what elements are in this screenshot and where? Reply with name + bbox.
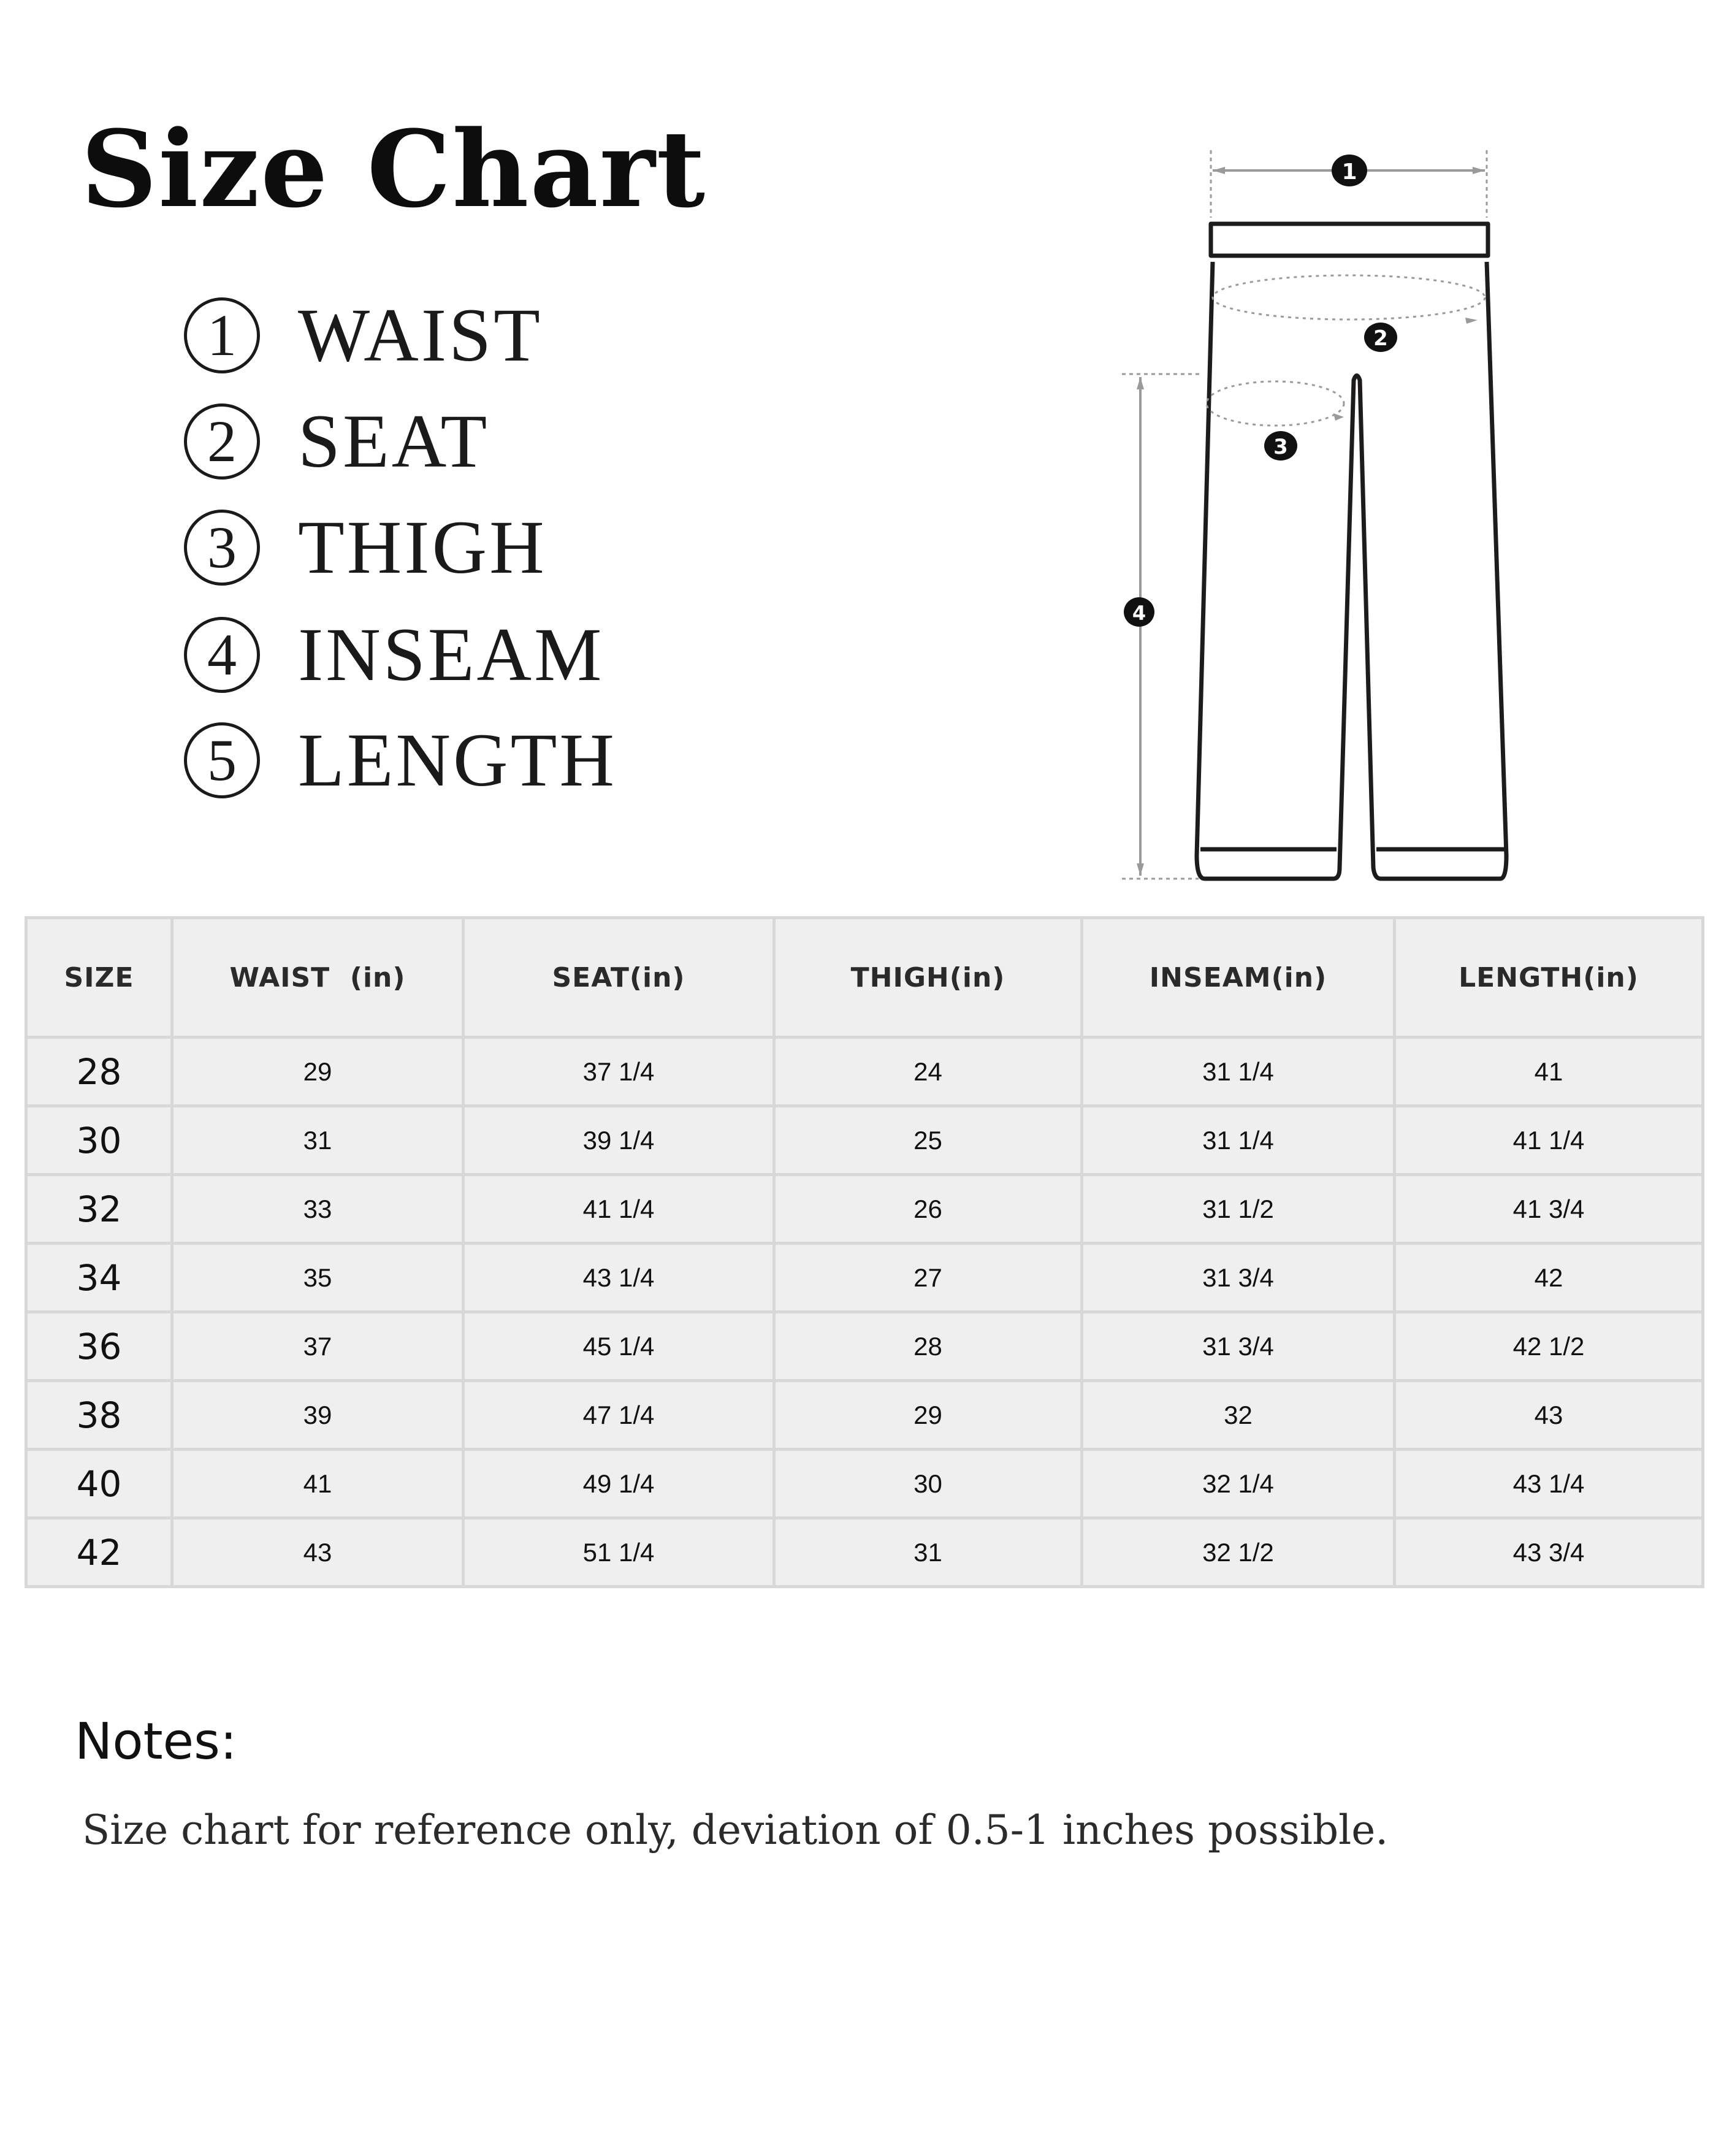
column-header-seat: SEAT(in): [463, 918, 774, 1038]
legend-label: WAIST: [298, 293, 543, 377]
marker-1-icon: [1332, 155, 1367, 186]
waist-cell: 37: [172, 1312, 463, 1381]
column-header-inseam: INSEAM(in): [1082, 918, 1395, 1038]
legend-item-inseam: [184, 615, 604, 695]
waist-cell: 35: [172, 1244, 463, 1312]
page-title: Size Chart: [81, 107, 707, 231]
inseam-cell: 31 3/4: [1082, 1244, 1395, 1312]
inseam-cell: 32 1/4: [1082, 1450, 1395, 1518]
marker-2-icon: [1364, 323, 1397, 352]
seat-cell: 41 1/4: [463, 1175, 774, 1244]
seat-cell: 39 1/4: [463, 1106, 774, 1175]
table-row: [26, 1175, 1703, 1244]
legend-item-length: [184, 718, 617, 802]
column-header-waist: WAIST (in): [172, 918, 463, 1038]
svg-text:3: 3: [1273, 435, 1288, 459]
thigh-measure: [1207, 381, 1344, 426]
seat-cell: 51 1/4: [463, 1518, 774, 1587]
thigh-cell: 27: [774, 1244, 1082, 1312]
circled-number-1-icon: 1: [184, 297, 260, 373]
size-cell: 28: [26, 1038, 172, 1106]
table-row: [26, 1106, 1703, 1175]
marker-4-icon: [1124, 597, 1154, 627]
size-cell: 42: [26, 1518, 172, 1587]
pants-diagram: [1091, 123, 1520, 895]
size-cell: 40: [26, 1450, 172, 1518]
size-cell: 34: [26, 1244, 172, 1312]
waist-cell: 41: [172, 1450, 463, 1518]
size-cell: 30: [26, 1106, 172, 1175]
legend-label: LENGTH: [298, 718, 617, 802]
size-cell: 32: [26, 1175, 172, 1244]
column-header-length: LENGTH(in): [1395, 918, 1703, 1038]
length-cell: 42: [1395, 1244, 1703, 1312]
length-cell: 43: [1395, 1381, 1703, 1450]
seat-measure: [1213, 275, 1485, 319]
notes-text: Size chart for reference only, deviation of 0.5-1 inches possible.: [82, 1806, 1389, 1854]
legend-item-seat: [184, 399, 490, 483]
inseam-cell: 32 1/2: [1082, 1518, 1395, 1587]
legend-item-waist: [184, 293, 543, 377]
length-cell: 42 1/2: [1395, 1312, 1703, 1381]
waist-cell: 31: [172, 1106, 463, 1175]
inseam-cell: 31 3/4: [1082, 1312, 1395, 1381]
column-header-size: SIZE: [26, 918, 172, 1038]
waist-cell: 39: [172, 1381, 463, 1450]
thigh-cell: 30: [774, 1450, 1082, 1518]
legend-label: INSEAM: [298, 613, 605, 697]
table-row: [26, 1038, 1703, 1106]
inseam-cell: 32: [1082, 1381, 1395, 1450]
thigh-cell: 26: [774, 1175, 1082, 1244]
inseam-dimension-line: [1122, 374, 1202, 879]
legend-item-thigh: [184, 505, 547, 589]
table-header-row: [26, 918, 1703, 1038]
waist-cell: 43: [172, 1518, 463, 1587]
notes-heading: Notes:: [75, 1713, 237, 1771]
seat-cell: 37 1/4: [463, 1038, 774, 1106]
circled-number-4-icon: 4: [184, 617, 260, 693]
column-header-thigh: THIGH(in): [774, 918, 1082, 1038]
thigh-cell: 31: [774, 1518, 1082, 1587]
seat-cell: 47 1/4: [463, 1381, 774, 1450]
seat-cell: 49 1/4: [463, 1450, 774, 1518]
waist-cell: 33: [172, 1175, 463, 1244]
length-cell: 41 3/4: [1395, 1175, 1703, 1244]
thigh-cell: 24: [774, 1038, 1082, 1106]
thigh-cell: 25: [774, 1106, 1082, 1175]
circled-number-5-icon: 5: [184, 722, 260, 798]
waist-cell: 29: [172, 1038, 463, 1106]
circled-number-2-icon: 2: [184, 403, 260, 480]
size-cell: 38: [26, 1381, 172, 1450]
seat-cell: 45 1/4: [463, 1312, 774, 1381]
length-cell: 41: [1395, 1038, 1703, 1106]
legend-label: SEAT: [298, 399, 490, 483]
inseam-cell: 31 1/4: [1082, 1038, 1395, 1106]
table-row: [26, 1381, 1703, 1450]
inseam-cell: 31 1/4: [1082, 1106, 1395, 1175]
table-row: [26, 1518, 1703, 1587]
svg-text:4: 4: [1132, 602, 1146, 625]
length-cell: 43 1/4: [1395, 1450, 1703, 1518]
size-table: [25, 916, 1704, 1588]
length-cell: 43 3/4: [1395, 1518, 1703, 1587]
circled-number-3-icon: 3: [184, 510, 260, 586]
thigh-cell: 28: [774, 1312, 1082, 1381]
seat-cell: 43 1/4: [463, 1244, 774, 1312]
inseam-cell: 31 1/2: [1082, 1175, 1395, 1244]
table-row: [26, 1450, 1703, 1518]
size-cell: 36: [26, 1312, 172, 1381]
svg-text:2: 2: [1373, 326, 1388, 351]
svg-text:1: 1: [1341, 159, 1357, 185]
pants-outline-icon: [1091, 123, 1520, 895]
marker-3-icon: [1264, 431, 1297, 461]
thigh-cell: 29: [774, 1381, 1082, 1450]
legend-label: THIGH: [298, 505, 547, 589]
table-row: [26, 1244, 1703, 1312]
table-row: [26, 1312, 1703, 1381]
length-cell: 41 1/4: [1395, 1106, 1703, 1175]
